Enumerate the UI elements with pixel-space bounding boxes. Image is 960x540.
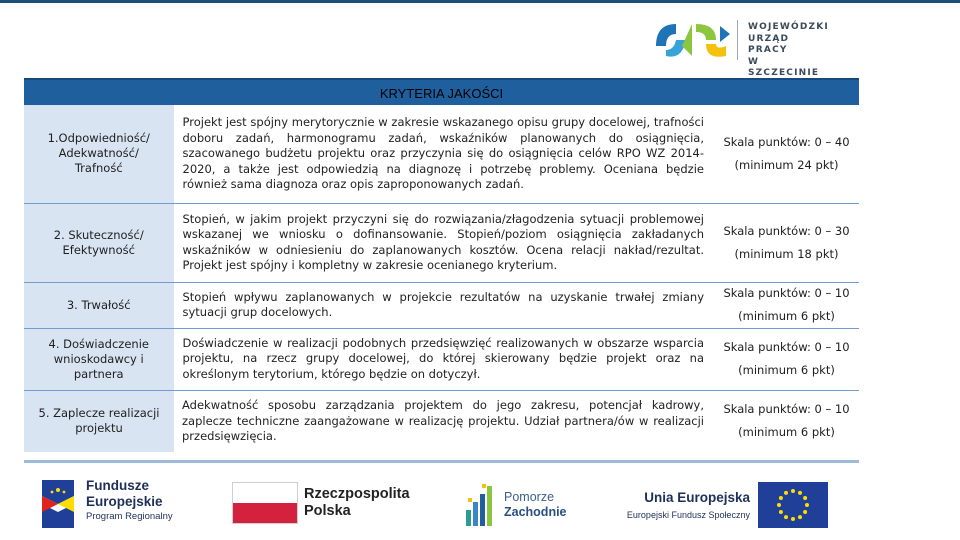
ue-line-1: Unia Europejska	[644, 490, 750, 505]
pz-line-2: Zachodnie	[504, 505, 567, 519]
score-minimum: (minimum 6 pkt)	[738, 309, 835, 323]
wup-line-3: W SZCZECINIE	[748, 56, 820, 78]
ue-line-2: Europejski Fundusz Społeczny	[626, 510, 750, 520]
criterion-name-line: Efektywność	[62, 242, 135, 257]
criterion-name-line: 5. Zaplecze realizacji	[38, 406, 160, 421]
rp-line-2: Polska	[304, 503, 351, 519]
criterion-score-cell	[714, 328, 859, 390]
criterion-row-5	[24, 390, 859, 452]
rp-line-1: Rzeczpospolita	[304, 486, 410, 502]
criterion-row-3	[24, 282, 859, 328]
rzeczpospolita-polska-name	[304, 486, 410, 520]
score-minimum: (minimum 6 pkt)	[738, 425, 835, 440]
criterion-name	[24, 298, 174, 313]
pomorze-zachodnie-logo	[464, 480, 574, 530]
score-scale: Skala punktów: 0 – 40	[723, 134, 850, 149]
fundusze-europejskie-icon	[40, 476, 76, 532]
fe-line-1: Fundusze	[86, 478, 149, 493]
fundusze-europejskie-logo	[40, 476, 190, 534]
criterion-row-2	[24, 203, 859, 282]
wup-logo-icon	[652, 16, 732, 64]
criterion-score-cell	[714, 203, 859, 282]
wup-logo-divider	[737, 20, 738, 60]
criterion-description: Projekt jest spójny merytorycznie w zakresie wskazanego opisu grupy docelowej, trafności doboru zadań, harmonogramu zadań, wskaźników planowanych do osiągnięcia, szacowanego budżetu projektu oraz przyczynia się do osiągnięcia celów RPO WZ 2014-2020, a także jest odpowiedzią na diagnozę i potrzebę problemy. Oceniana będzie również sama diagnoza oraz opis zaproponowanych zadań.	[182, 115, 704, 191]
rzeczpospolita-polska-logo	[232, 480, 422, 530]
wup-logo	[652, 14, 832, 78]
fe-line-3: Program Regionalny	[86, 511, 173, 522]
criteria-header-bar	[24, 78, 859, 105]
pz-line-1: Pomorze	[504, 490, 555, 504]
polish-flag-icon	[232, 482, 298, 524]
bottom-separator	[24, 460, 859, 463]
score-scale: Skala punktów: 0 – 10	[723, 402, 850, 417]
fundusze-europejskie-name	[86, 478, 163, 510]
criterion-name-cell	[24, 105, 174, 203]
criterion-name-line: partnera	[73, 366, 124, 381]
criterion-name-cell	[24, 390, 174, 452]
criterion-description-cell	[174, 390, 714, 452]
criterion-name	[24, 337, 174, 382]
criterion-name-cell	[24, 328, 174, 390]
criterion-row-4	[24, 328, 859, 390]
criterion-name-line: 1.Odpowiedniość/	[47, 131, 150, 146]
criterion-row-1	[24, 105, 859, 203]
pomorze-zachodnie-icon	[464, 480, 496, 528]
criterion-description: Stopień, w jakim projekt przyczyni się do rozwiązania/złagodzenia sytuacji problemowej wskazanej we wniosku o dofinansowanie. Stopień/poziom osiągnięcia zakładanych wskaźników w odniesieniu do zaplanowanych kosztów. Ocena relacji nakład/rezultat. Projekt jest spójny i kompletny w zakresie ocenianego kryterium.	[182, 211, 704, 272]
criterion-description: Doświadczenie w realizacji podobnych przedsięwzięć realizowanych w obszarze wsparcia projektu, na rzecz grupy docelowej, do której skierowany będzie projekt oraz na określonym terytorium, którego będzie on dotyczył.	[182, 335, 704, 381]
criterion-description-cell	[174, 105, 714, 203]
eu-flag-icon	[758, 482, 828, 528]
unia-europejska-logo	[612, 480, 832, 530]
criterion-score-cell	[714, 105, 859, 203]
criterion-description: Adekwatność sposobu zarządzania projektem do jego zakresu, potencjał kadrowy, zaplecze techniczne zaangażowane w realizację projektu. Udział partnera/ów w realizacji przedsięwzięcia.	[182, 398, 704, 443]
criterion-name-line: projektu	[75, 421, 123, 436]
criterion-name-line: Trafność	[74, 161, 123, 176]
score-scale: Skala punktów: 0 – 10	[723, 286, 850, 300]
wup-logo-text	[748, 22, 832, 80]
criteria-table	[24, 105, 859, 452]
criterion-description-cell	[174, 282, 714, 328]
criterion-description-cell	[174, 328, 714, 390]
top-accent-bar	[0, 0, 960, 3]
criterion-name-line: wnioskodawcy i	[53, 351, 144, 366]
criterion-name	[24, 228, 174, 258]
criterion-name-line: 3. Trwałość	[66, 297, 131, 312]
criterion-name-line: 4. Doświadczenie	[48, 336, 149, 351]
criterion-score-cell	[714, 282, 859, 328]
score-scale: Skala punktów: 0 – 30	[723, 223, 850, 238]
score-minimum: (minimum 18 pkt)	[734, 246, 839, 261]
criterion-name-line: Adekwatność/	[58, 146, 139, 161]
criteria-title: KRYTERIA JAKOŚCI	[379, 86, 504, 101]
criterion-name	[24, 406, 174, 436]
fe-line-2: Europejskie	[86, 494, 163, 509]
wup-line-1: WOJEWÓDZKI	[748, 22, 829, 32]
criterion-name	[24, 131, 174, 176]
eu-stars	[758, 482, 828, 528]
criterion-name-line: 2. Skuteczność/	[53, 227, 144, 242]
footer-logos	[0, 466, 960, 540]
criterion-name-cell	[24, 203, 174, 282]
score-scale: Skala punktów: 0 – 10	[723, 340, 850, 354]
criterion-score-cell	[714, 390, 859, 452]
score-minimum: (minimum 24 pkt)	[734, 157, 839, 172]
score-minimum: (minimum 6 pkt)	[738, 363, 835, 377]
criterion-description-cell	[174, 203, 714, 282]
wup-line-2: URZĄD PRACY	[748, 33, 790, 55]
criterion-name-cell	[24, 282, 174, 328]
criterion-description: Stopień wpływu zaplanowanych w projekcie rezultatów na uzyskanie trwałej zmiany sytuacji grup docelowych.	[182, 289, 704, 319]
